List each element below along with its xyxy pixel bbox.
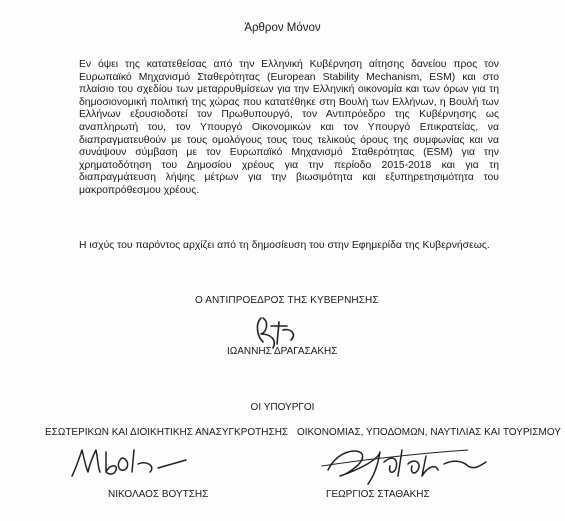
document-title: Άρθρον Μόνον [244,22,321,34]
deputy-pm-title: Ο ΑΝΤΙΠΡΟΕΔΡΟΣ ΤΗΣ ΚΥΒΕΡΝΗΣΗΣ [195,295,379,306]
interior-minister-signature-icon [66,442,196,482]
economy-minister-name: ΓΕΩΡΓΙΟΣ ΣΤΑΘΑΚΗΣ [326,489,430,500]
interior-minister-name: ΝΙΚΟΛΑΟΣ ΒΟΥΤΣΗΣ [108,489,209,500]
body-paragraph-effective-date: Η ισχύς του παρόντος αρχίζει από τη δημοσίευση του στην Εφημερίδα της Κυβερνήσεως. [79,240,490,251]
economy-minister-signature-icon [318,440,493,490]
body-paragraph-authorization: Εν όψει της κατατεθείσας από την Ελληνική Κυβέρνηση αίτησης δανείου προς τον Ευρωπαϊκό Μηχανισμό Σταθερότητας (European Stability Mechanism, ESM) και στο πλαίσιο του σχεδίου των μεταρρυθμίσεων για την Ελληνική οικονομία και των όρων για τη δημοσιονομική πολιτική της χώρας που κατατέθηκε στη Βουλή των Ελλήνων, η Βουλή των Ελλήνων εξουσιοδοτεί τον Πρωθυπουργό, τον Αντιπρόεδρο της Κυβέρνησης ως αναπληρωτή του, τον Υπουργό Οικονομικών και τον Υπουργό Επικρατείας, να διαπραγματευθούν με τους ομολόγους τους τους τελικούς όρους της συμφωνίας και να συνάψουν σύμβαση με τον Ευρωπαϊκό Μηχανισμό Σταθερότητας (ESM) για την χρηματοδότηση του Δημοσίου χρέους για την περίοδο 2015-2018 και για τη διαπραγμάτευση λήψης μέτρων για την βιωσιμότητα και εξυπηρετησιμότητα του μακροπρόθεσμου χρέους. [79,59,499,196]
economy-ministry-label: ΟΙΚΟΝΟΜΙΑΣ, ΥΠΟΔΟΜΩΝ, ΝΑΥΤΙΛΙΑΣ ΚΑΙ ΤΟΥΡΙΣΜΟΥ [297,427,561,438]
ministers-title: ΟΙ ΥΠΟΥΡΓΟΙ [250,402,315,413]
deputy-pm-name: ΙΩΑΝΝΗΣ ΔΡΑΓΑΣΑΚΗΣ [227,346,338,357]
interior-ministry-label: ΕΣΩΤΕΡΙΚΩΝ ΚΑΙ ΔΙΟΙΚΗΤΙΚΗΣ ΑΝΑΣΥΓΚΡΟΤΗΣΗΣ [45,427,289,438]
